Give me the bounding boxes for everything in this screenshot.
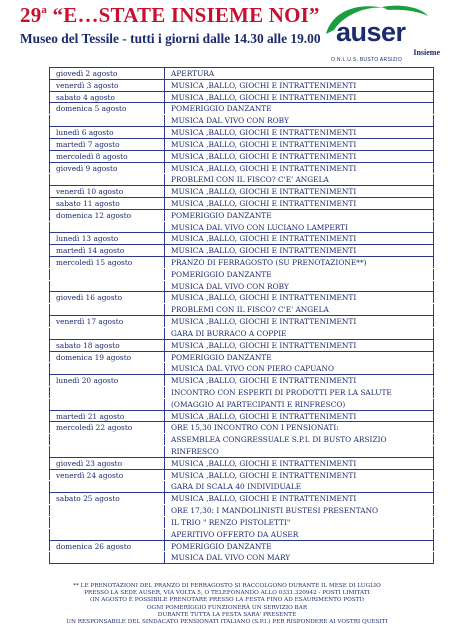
day-cell: venerdì 10 agosto xyxy=(49,186,165,197)
day-cell: martedì 7 agosto xyxy=(49,139,165,150)
day-cell xyxy=(49,481,165,492)
event-cell: GARA DI BURRACO A COPPIE xyxy=(165,328,434,339)
day-cell: domenica 5 agosto xyxy=(49,103,165,114)
table-row xyxy=(49,222,434,234)
day-cell xyxy=(49,281,165,292)
table-row xyxy=(49,375,434,387)
table-row xyxy=(49,387,434,399)
event-cell: MUSICA ,BALLO, GIOCHI E INTRATTENIMENTI xyxy=(165,316,434,327)
table-row xyxy=(49,399,434,411)
day-cell: giovedì 9 agosto xyxy=(49,163,165,174)
footer-line: PRESSO LA SEDE AUSER, VIA VOLTA 5, O TELEFONANDO ALLO 0331.320942 - POSTI LIMITATI xyxy=(84,590,370,597)
table-row xyxy=(49,281,434,293)
table-row xyxy=(49,186,434,198)
footer-line: DURANTE TUTTA LA FESTA SARA' PRESENTE xyxy=(157,611,297,618)
day-cell: lunedì 20 agosto xyxy=(49,375,165,386)
day-cell xyxy=(49,434,165,445)
day-cell xyxy=(49,505,165,516)
event-cell: MUSICA DAL VIVO CON LUCIANO LAMPERTI xyxy=(165,222,434,233)
table-row xyxy=(49,198,434,210)
logo-subtext: O.N.L.U.S. BUSTO ARSIZIO xyxy=(331,57,403,63)
table-row xyxy=(49,422,434,434)
table-row xyxy=(49,163,434,175)
day-cell: venerdì 17 agosto xyxy=(49,316,165,327)
day-cell: sabato 4 agosto xyxy=(49,92,165,103)
event-cell: MUSICA ,BALLO, GIOCHI E INTRATTENIMENTI xyxy=(165,292,434,303)
day-cell: martedì 21 agosto xyxy=(49,411,165,422)
event-cell: MUSICA ,BALLO, GIOCHI E INTRATTENIMENTI xyxy=(165,470,434,481)
table-row xyxy=(49,304,434,316)
event-cell: POMERIGGIO DANZANTE xyxy=(165,269,434,280)
page-title xyxy=(20,3,320,28)
event-cell: APERITIVO OFFERTO DA AUSER xyxy=(165,529,434,540)
day-cell xyxy=(49,328,165,339)
table-row xyxy=(49,493,434,505)
event-cell: MUSICA ,BALLO, GIOCHI E INTRATTENIMENTI xyxy=(165,375,434,386)
table-row xyxy=(49,210,434,222)
schedule-table xyxy=(49,67,434,564)
table-row xyxy=(49,529,434,541)
table-row xyxy=(49,127,434,139)
title-number: 29 xyxy=(20,3,42,27)
auser-logo xyxy=(322,4,440,62)
event-cell: MUSICA ,BALLO, GIOCHI E INTRATTENIMENTI xyxy=(165,80,434,91)
table-row xyxy=(49,363,434,375)
day-cell xyxy=(49,529,165,540)
day-cell: giovedì 23 agosto xyxy=(49,458,165,469)
footer-line: ** LE PRENOTAZIONI DEL PRANZO DI FERRAGOSTO SI RACCOLGONO DURANTE IL MESE DI LUGLIO xyxy=(73,583,381,589)
day-cell: domenica 19 agosto xyxy=(49,352,165,363)
event-cell: POMERIGGIO DANZANTE xyxy=(165,352,434,363)
day-cell xyxy=(49,304,165,315)
day-cell xyxy=(49,269,165,280)
table-row xyxy=(49,352,434,364)
event-cell: PROBLEMI CON IL FISCO? C'E' ANGELA xyxy=(165,174,434,185)
event-cell: MUSICA ,BALLO, GIOCHI E INTRATTENIMENTI xyxy=(165,139,434,150)
event-cell: MUSICA DAL VIVO CON ROBY xyxy=(165,281,434,292)
event-cell: MUSICA ,BALLO, GIOCHI E INTRATTENIMENTI xyxy=(165,92,434,103)
table-row xyxy=(49,470,434,482)
table-row xyxy=(49,552,434,564)
day-cell: mercoledì 8 agosto xyxy=(49,151,165,162)
table-row xyxy=(49,151,434,163)
event-cell: POMERIGGIO DANZANTE xyxy=(165,103,434,114)
event-cell: MUSICA ,BALLO, GIOCHI E INTRATTENIMENTI xyxy=(165,411,434,422)
table-row xyxy=(49,233,434,245)
event-cell: MUSICA ,BALLO, GIOCHI E INTRATTENIMENTI xyxy=(165,458,434,469)
day-cell xyxy=(49,115,165,126)
footer-line: UN RESPONSABILE DEL SINDACATO PENSIONATI ITALIANO (S.P.I.) PER RISPONDERE AI VOSTRI QUESITI xyxy=(66,619,388,626)
footer-notes xyxy=(0,583,454,626)
event-cell: MUSICA ,BALLO, GIOCHI E INTRATTENIMENTI xyxy=(165,163,434,174)
title-ordinal: a xyxy=(41,4,48,16)
day-cell xyxy=(49,363,165,374)
day-cell: sabato 11 agosto xyxy=(49,198,165,209)
table-row xyxy=(49,257,434,269)
table-row xyxy=(49,328,434,340)
day-cell: mercoledì 15 agosto xyxy=(49,257,165,268)
event-cell: MUSICA ,BALLO, GIOCHI E INTRATTENIMENTI xyxy=(165,186,434,197)
event-cell: MUSICA ,BALLO, GIOCHI E INTRATTENIMENTI xyxy=(165,151,434,162)
day-cell: lunedì 6 agosto xyxy=(49,127,165,138)
footer-line: (IN AGOSTO È POSSIBILE PRENOTARE PRESSO LA FESTA FINO AD ESAURIMENTO POSTI) xyxy=(90,597,364,604)
event-cell: MUSICA DAL VIVO CON PIERO CAPUANO xyxy=(165,363,434,374)
event-cell: MUSICA DAL VIVO CON ROBY xyxy=(165,115,434,126)
event-cell: PRANZO DI FERRAGOSTO (SU PRENOTAZIONE**) xyxy=(165,257,434,268)
day-cell: venerdì 3 agosto xyxy=(49,80,165,91)
title-text: “E…STATE INSIEME NOI” xyxy=(47,3,320,27)
table-row xyxy=(49,103,434,115)
day-cell: lunedì 13 agosto xyxy=(49,233,165,244)
day-cell: mercoledì 22 agosto xyxy=(49,422,165,433)
table-row xyxy=(49,517,434,529)
day-cell: sabato 18 agosto xyxy=(49,340,165,351)
table-row xyxy=(49,139,434,151)
header xyxy=(0,0,454,62)
day-cell xyxy=(49,387,165,398)
table-row xyxy=(49,80,434,92)
event-cell: POMERIGGIO DANZANTE xyxy=(165,541,434,552)
footer-line: OGNI POMERIGGIO FUNZIONERÀ UN SERVIZIO BAR xyxy=(146,604,308,611)
table-row xyxy=(49,505,434,517)
event-cell: IL TRIO " RENZO PISTOLETTI" xyxy=(165,517,434,528)
table-row xyxy=(49,541,434,553)
event-cell: INCONTRO CON ESPERTI DI PRODOTTI PER LA SALUTE xyxy=(165,387,434,398)
table-row xyxy=(49,115,434,127)
event-cell: ORE 15,30 INCONTRO CON I PENSIONATI: xyxy=(165,422,434,433)
logo-tagline: Insieme xyxy=(413,48,440,57)
event-cell: MUSICA ,BALLO, GIOCHI E INTRATTENIMENTI xyxy=(165,493,434,504)
event-cell: MUSICA ,BALLO, GIOCHI E INTRATTENIMENTI xyxy=(165,245,434,256)
day-cell: domenica 26 agosto xyxy=(49,541,165,552)
event-cell: (OMAGGIO AI PARTECIPANTI E RINFRESCO) xyxy=(165,399,434,410)
event-cell: MUSICA ,BALLO, GIOCHI E INTRATTENIMENTI xyxy=(165,233,434,244)
table-row xyxy=(49,245,434,257)
table-row xyxy=(49,340,434,352)
event-cell: MUSICA ,BALLO, GIOCHI E INTRATTENIMENTI xyxy=(165,127,434,138)
table-row xyxy=(49,411,434,423)
event-cell: MUSICA ,BALLO, GIOCHI E INTRATTENIMENTI xyxy=(165,198,434,209)
table-row xyxy=(49,446,434,458)
event-cell: ASSEMBLEA CONGRESSUALE S.P.I. DI BUSTO ARSIZIO xyxy=(165,434,434,445)
day-cell: domenica 12 agosto xyxy=(49,210,165,221)
logo-name: auser xyxy=(336,17,406,47)
event-cell: RINFRESCO xyxy=(165,446,434,457)
event-cell: APERTURA xyxy=(165,68,434,79)
day-cell: giovedì 16 agosto xyxy=(49,292,165,303)
table-row xyxy=(49,92,434,104)
event-cell: ORE 17,30: I MANDOLINISTI BUSTESI PRESENTANO xyxy=(165,505,434,516)
table-row xyxy=(49,174,434,186)
day-cell: sabato 25 agosto xyxy=(49,493,165,504)
event-cell: MUSICA ,BALLO, GIOCHI E INTRATTENIMENTI xyxy=(165,340,434,351)
event-cell: PROBLEMI CON IL FISCO? C'E' ANGELA xyxy=(165,304,434,315)
table-row xyxy=(49,292,434,304)
day-cell: venerdì 24 agosto xyxy=(49,470,165,481)
day-cell xyxy=(49,517,165,528)
day-cell xyxy=(49,222,165,233)
event-cell: GARA DI SCALA 40 INDIVIDUALE xyxy=(165,481,434,492)
day-cell xyxy=(49,446,165,457)
day-cell: giovedì 2 agosto xyxy=(49,68,165,79)
event-cell: POMERIGGIO DANZANTE xyxy=(165,210,434,221)
event-cell: MUSICA DAL VIVO CON MARY xyxy=(165,552,434,563)
day-cell xyxy=(49,399,165,410)
day-cell xyxy=(49,174,165,185)
table-row xyxy=(49,434,434,446)
table-row xyxy=(49,269,434,281)
table-row xyxy=(49,481,434,493)
day-cell xyxy=(49,552,165,563)
day-cell: martedì 14 agosto xyxy=(49,245,165,256)
page-subtitle: Museo del Tessile - tutti i giorni dalle 14.30 alle 19.00 xyxy=(20,31,321,46)
table-row xyxy=(49,67,434,80)
table-row xyxy=(49,316,434,328)
table-row xyxy=(49,458,434,470)
